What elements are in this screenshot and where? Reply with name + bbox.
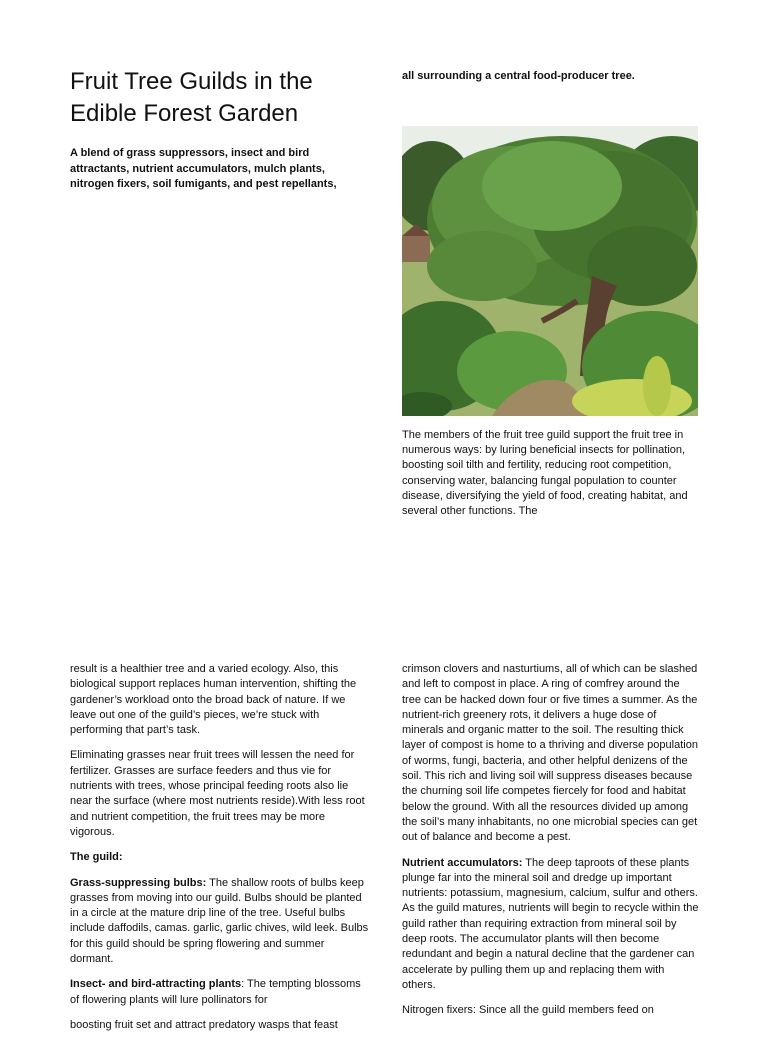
tree-illustration [402,126,698,416]
nutrient-text: The deep taproots of these plants plunge far into the mineral soil and dredge up important nutrients: potassium, magnesium, calcium, sulfur and others. As the guild matures, nutrients will begin to recycle within the guild rather than requiring extraction from mineral soil by deep roots. The accumulator plants will then become redundant and begin a natural decline that the gardener can accelerate by pulling them up and replacing them with others. [402,856,699,991]
photo-caption: The members of the fruit tree guild support the fruit tree in numerous ways: by luring beneficial insects for pollination, boosting soil tilth and fertility, reducing root competition, conserving water, balancing fungal population to counter disease, diversifying the yield of food, creating habitat, and several other functions. The [402,429,688,518]
insect-text: : The tempting blossoms of flowering plants will lure pollinators for [70,978,361,1006]
bulbs-lead: Grass-suppressing bulbs: [70,876,207,889]
insect-paragraph [70,977,370,1008]
title-line-1: Fruit Tree Guilds in the [70,68,313,95]
left-paragraph-1: result is a healthier tree and a varied ecology. Also, this biological support replaces human intervention, shifting the gardener’s workload onto the broad back of nature. If we leave out one of the guild’s pieces, we’re stuck with performing that part’s task. [70,663,357,737]
guild-heading: The guild: [70,851,123,864]
article-title [70,66,390,130]
nutrient-paragraph [402,856,700,994]
right-paragraph-1: crimson clovers and nasturtiums, all of which can be slashed and left to compost in place. A ring of comfrey around the tree can be hacked down four or five times a summer. As the nutrient-rich greenery rots, it delivers a huge dose of minerals and organic matter to the soil. The resulting thick layer of compost is home to a thriving and diverse population of worms, fungi, bacteria, and other helpful denizens of the soil. This rich and living soil will suppress diseases because the churning soil life competes fiercely for food and habitat below the ground. With all the resources divided up among the soil’s many inhabitants, no one microbial species can get out of balance and become a pest. [402,663,698,844]
intro-text: A blend of grass suppressors, insect and bird attractants, nutrient accumulators, mulch plants, nitrogen fixers, soil fumigants, and pest repellants, [70,147,337,190]
fruit-tree-guild-photo [402,126,698,416]
right-cutoff-line: Nitrogen fixers: Since all the guild members feed on [402,1004,654,1017]
insect-lead: Insect- and bird-attracting plants [70,978,242,991]
title-line-2: Edible Forest Garden [70,100,299,127]
bulbs-text: The shallow roots of bulbs keep grasses from moving into our guild. Bulbs should be planted in a circle at the mature drip line of the tree. Useful bulbs include daffodils, camas. garlic, garlic chives, wild leek. Bulbs for this guild should be spring flowering and summer dormant. [70,876,369,966]
intro-continued-text: all surrounding a central food-producer tree. [402,70,635,82]
bulbs-paragraph [70,876,370,968]
right-column [402,662,700,1029]
left-cutoff-line: boosting fruit set and attract predatory wasps that feast [70,1018,338,1031]
left-column [70,662,370,1043]
left-paragraph-2: Eliminating grasses near fruit trees will lessen the need for fertilizer. Grasses are surface feeders and thus vie for nutrients with trees, whose principal feeding roots also lie near the surface (where most nutrients reside).With less root and nutrient competition, the fruit trees may be more vigorous. [70,749,365,838]
nutrient-lead: Nutrient accumulators: [402,856,523,869]
